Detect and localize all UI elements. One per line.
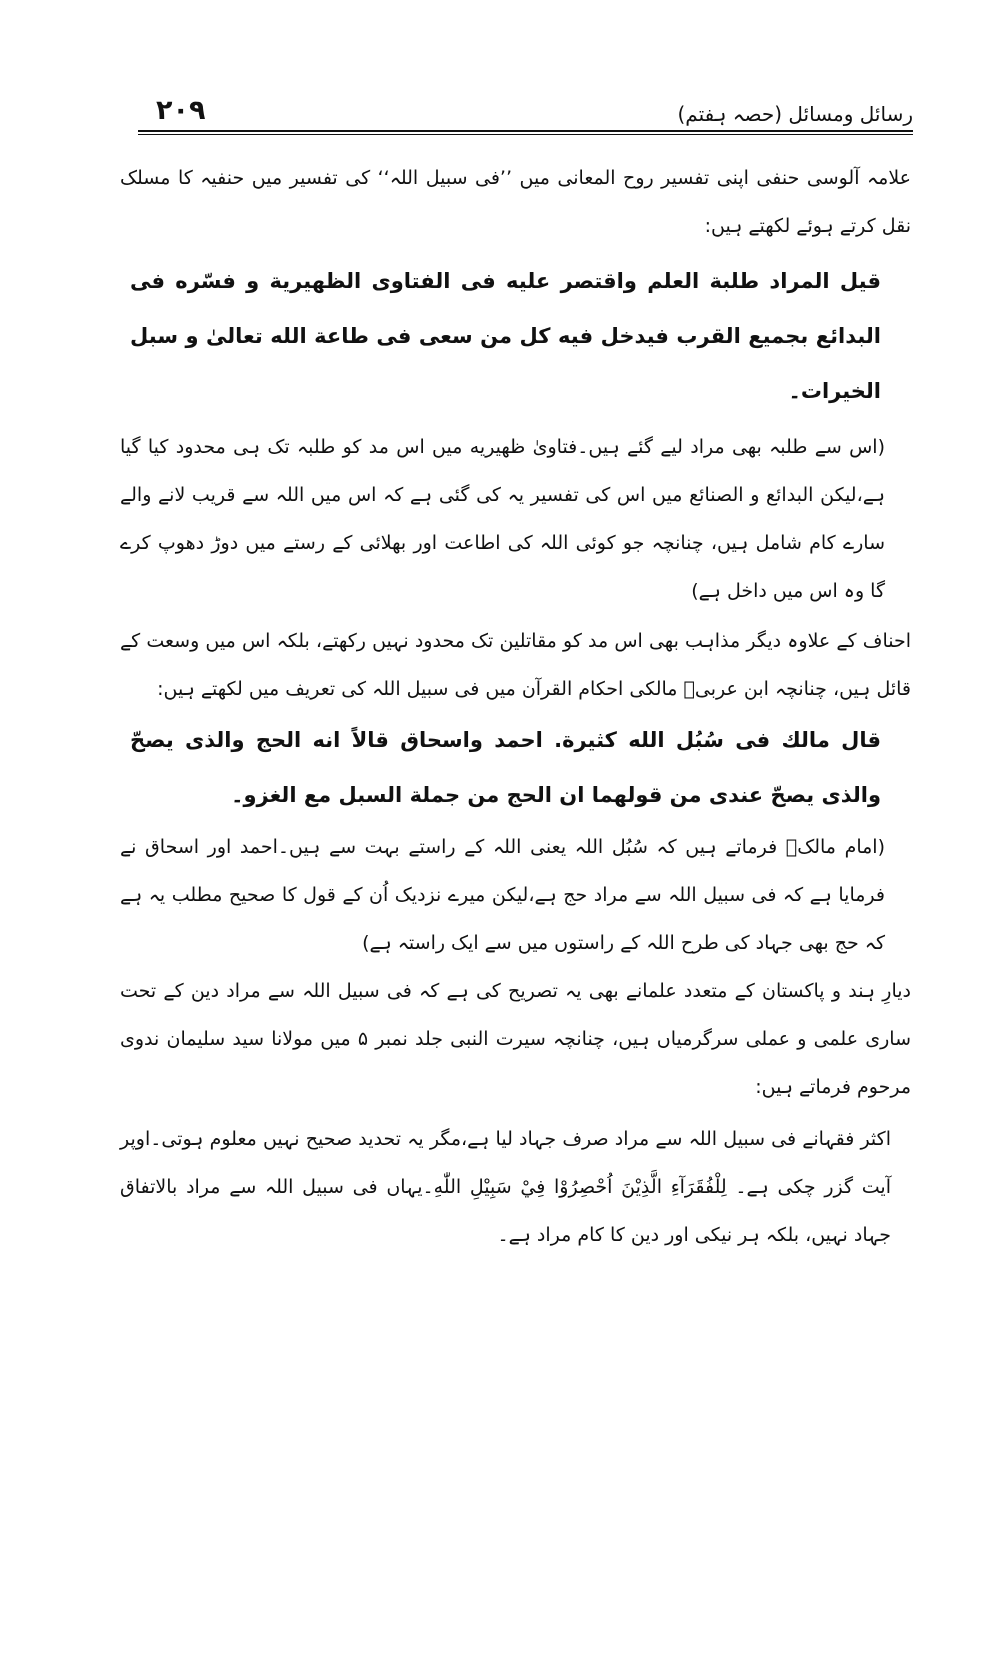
urdu-translation-1: (اس سے طلبہ بھی مراد لیے گئے ہیں۔فتاویٰ ظهيريه میں اس مد کو طلبہ تک ہی محدود کیا گیا ہے،لیکن البدائع و الصنائع میں اس کی تفسیر یہ کی گئی ہے کہ اس میں اللہ سے قریب لانے والے سارے کام شامل ہیں، چنانچہ جو کوئی اللہ کی اطاعت اور بھلائی کے رستے میں دوڑ دھوپ کرے گا وہ اس میں داخل ہے)	[120, 436, 885, 602]
urdu-translation-2: (امام مالکؒ فرماتے ہیں کہ سُبُل اللہ یعنی اللہ کے راستے بہت سے ہیں۔احمد اور اسحاق نے فرمایا ہے کہ فی سبیل اللہ سے مراد حج ہے،لیکن میرے نزدیک اُن کے قول کا صحیح مطلب یہ ہے کہ حج بھی جہاد کی طرح اللہ کے راستوں میں سے ایک راستہ ہے)	[120, 836, 885, 954]
arabic-quote-malik: قال مالك فى سُبُل الله كثيرة. احمد واسحاق قالاً انه الحج والذى يصحّ والذى يصحّ عندى من قولهما ان الحج من جملة السبل مع الغزو۔	[130, 728, 881, 807]
running-title: رسائل ومسائل (حصہ ہفتم)	[677, 102, 913, 126]
urdu-paragraph-ibn-arabi: احناف کے علاوہ دیگر مذاہب بھی اس مد کو مقاتلین تک محدود نہیں رکھتے، بلکہ اس میں وسعت کے قائل ہیں، چنانچہ ابن عربیؒ مالکی احکام القرآن میں فی سبیل اللہ کی تعریف میں لکھتے ہیں:	[120, 630, 911, 700]
page-header	[138, 82, 913, 126]
urdu-paragraph-alusi: علامہ آلوسی حنفی اپنی تفسیر روح المعانی میں ’’فی سبیل اللہ‘‘ کی تفسیر میں حنفیہ کا مسلک نقل کرتے ہوئے لکھتے ہیں:	[120, 167, 911, 237]
urdu-paragraph-nadwi: دیارِ ہند و پاکستان کے متعدد علمانے بھی یہ تصریح کی ہے کہ فی سبیل اللہ سے مراد دین کے تحت ساری علمی و عملی سرگرمیاں ہیں، چنانچہ سیرت النبی جلد نمبر ۵ میں مولانا سید سلیمان ندوی مرحوم فرماتے ہیں:	[120, 980, 911, 1098]
header-rule	[138, 130, 913, 132]
page-number: ۲۰۹	[156, 95, 206, 126]
page-body	[120, 150, 911, 1259]
urdu-quote-seerat: اکثر فقہانے فی سبیل اللہ سے مراد صرف جہاد لیا ہے،مگر یہ تحدید صحیح نہیں معلوم ہوتی۔اوپر آیت گزر چکی ہے۔ لِلْفُقَرَآءِ الَّذِيْنَ اُحْصِرُوْا فِيْ سَبِيْلِ اللّٰهِ۔یہاں فی سبیل اللہ سے مراد بالاتفاق جہاد نہیں، بلکہ ہر نیکی اور دین کا کام مراد ہے۔	[120, 1128, 891, 1246]
arabic-quote-bidai: قيل المراد طلبة العلم واقتصر عليه فى الفتاوى الظهيرية و فسّره فى البدائع بجميع القرب فيدخل فيه كل من سعى فى طاعة الله تعالىٰ و سبل الخيرات۔	[130, 269, 881, 403]
header-rule-thin	[138, 134, 913, 135]
